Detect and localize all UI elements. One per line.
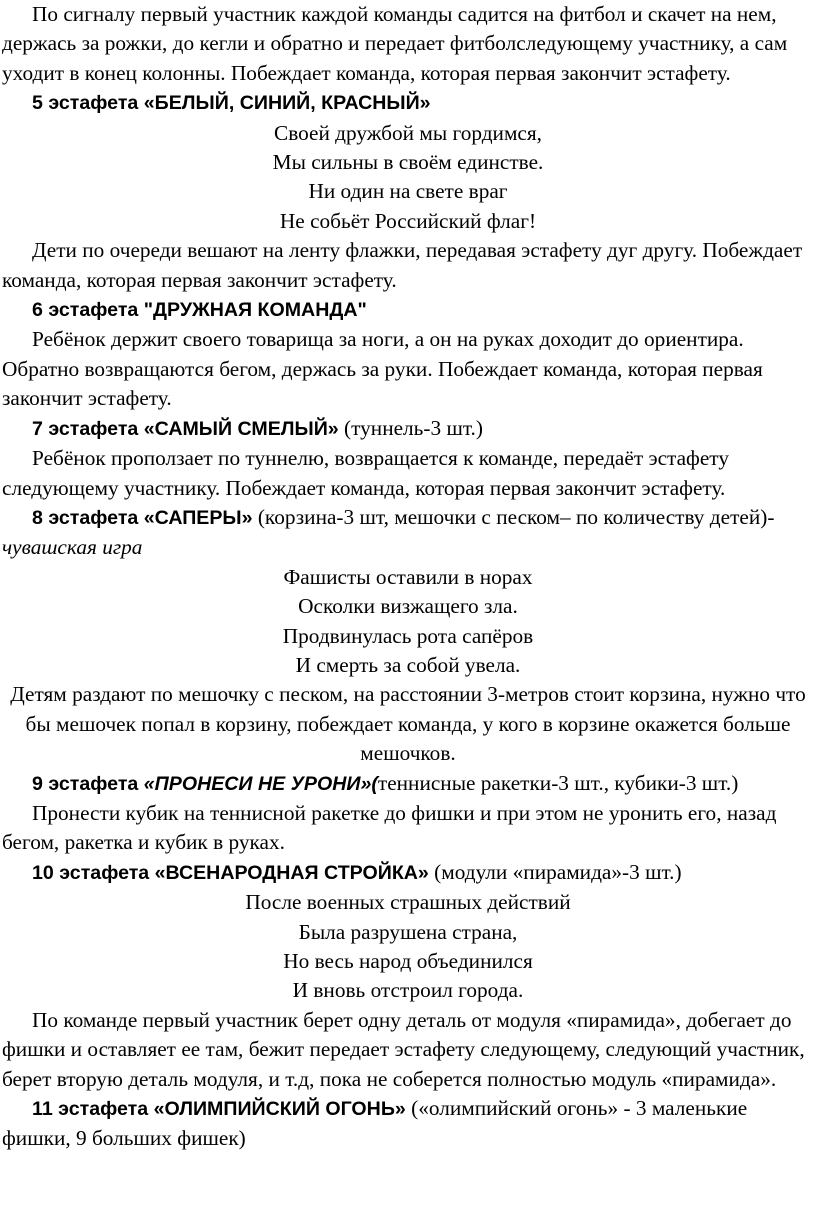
relay10-heading-line <box>2 858 814 888</box>
relay10-heading: 10 эстафета «ВСЕНАРОДНАЯ СТРОЙКА» <box>32 861 429 884</box>
relay10-poem-line-1: После военных страшных действий <box>245 890 571 915</box>
relay6-heading-line <box>2 295 814 325</box>
relay10-poem-line-3: Но весь народ объединился <box>283 949 533 973</box>
relay9-heading-line <box>2 769 814 799</box>
relay8-equipment: (корзина-3 шт, мешочки с песком– по количеству детей)- <box>252 504 775 529</box>
intro-paragraph: По сигналу первый участник каждой команды садится на фитбол и скачет на нем, держась за рожки, до кегли и обратно и передает фитболследующему участнику, а сам уходит в конец колонны. Побеждает команда, которая первая закончит эстафету. <box>2 2 788 85</box>
relay8-poem-line-1: Фашисты оставили в норах <box>283 564 533 589</box>
relay10-equipment: (модули «пирамида»-3 шт.) <box>428 859 682 884</box>
relay10-poem-line-4: И вновь отстроил города. <box>292 978 524 1003</box>
relay5-heading-line <box>2 88 814 118</box>
relay8-poem-line-4: И смерть за собой увела. <box>295 652 521 677</box>
relay6-description: Ребёнок держит своего товарища за ноги, а он на руках доходит до ориентира. Обратно возвращаются бегом, держась за руки. Побеждает команда, которая первая закончит эстафету. <box>2 327 763 411</box>
relay11-heading-line <box>2 1094 814 1154</box>
relay8-note: чувашская игра <box>2 535 143 560</box>
relay6-heading: 6 эстафета "ДРУЖНАЯ КОМАНДА" <box>32 299 367 322</box>
relay5-heading: 5 эстафета «БЕЛЫЙ, СИНИЙ, КРАСНЫЙ» <box>32 92 431 115</box>
relay11-equipment: («олимпийский огонь» - 3 маленькие фишки, 9 больших фишек) <box>2 1096 748 1151</box>
relay8-heading: 8 эстафета «САПЕРЫ» <box>32 506 253 529</box>
relay11-heading: 11 эстафета «ОЛИМПИЙСКИЙ ОГОНЬ» <box>32 1098 406 1121</box>
relay9-equipment: теннисные ракетки-3 шт., кубики-3 шт.) <box>377 770 739 795</box>
relay7-heading-line <box>2 414 814 444</box>
relay10-description: По команде первый участник берет одну деталь от модуля «пирамида», добегает до фишки и оставляет ее там, бежит передает эстафету следующему, следующий участник, берет вторую деталь модуля, и т.д, пока не соберется полностью модуль «пирамида». <box>2 1007 805 1091</box>
relay5-poem-line-2: Мы сильны в своём единстве. <box>272 150 544 175</box>
relay7-equipment: (туннель-3 шт.) <box>338 415 483 440</box>
relay9-heading: 9 эстафета <box>32 772 144 795</box>
relay8-poem-line-2: Осколки визжащего зла. <box>298 594 518 619</box>
relay7-heading: 7 эстафета «САМЫЙ СМЕЛЫЙ» <box>32 417 339 440</box>
relay9-description: Пронести кубик на теннисной ракетке до фишки и при этом не уронить его, назад бегом, ракетка и кубик в руках. <box>2 800 777 855</box>
relay10-poem-line-2: Была разрушена страна, <box>298 919 518 944</box>
relay9-heading-title: «ПРОНЕСИ НЕ УРОНИ»( <box>143 772 378 795</box>
relay5-poem-line-3: Ни один на свете враг <box>308 179 508 204</box>
relay8-heading-line <box>2 503 814 563</box>
relay5-poem-line-1: Своей дружбой мы гордимся, <box>273 120 543 145</box>
relay7-description: Ребёнок проползает по туннелю, возвращается к команде, передаёт эстафету следующему участнику. Побеждает команда, которая первая закончит эстафету. <box>2 446 729 500</box>
relay8-description: Детям раздают по мешочку с песком, на расстоянии 3-метров стоит корзина, нужно что бы мешочек попал в корзину, побеждает команда, у кого в корзине окажется больше мешочков. <box>10 682 806 766</box>
relay8-poem-line-3: Продвинулась рота сапёров <box>282 623 534 648</box>
relay5-poem-line-4: Не собьёт Российский флаг! <box>279 208 537 233</box>
relay5-description: Дети по очереди вешают на ленту флажки, передавая эстафету дуг другу. Побеждает команда, которая первая закончит эстафету. <box>2 238 803 292</box>
